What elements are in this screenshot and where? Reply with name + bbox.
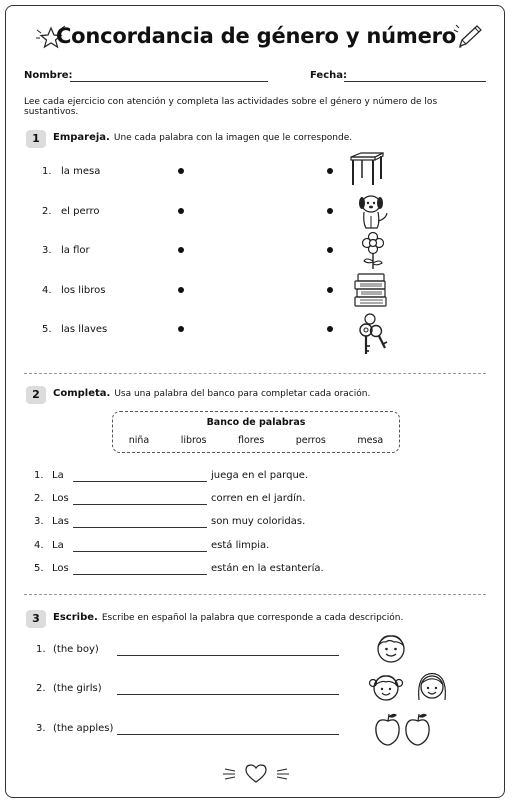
sentence-number: 1. (34, 470, 44, 481)
match-dot-left[interactable] (178, 168, 184, 174)
match-item-number: 5. (42, 324, 52, 335)
bank-word: perros (295, 435, 326, 446)
match-item-number: 3. (42, 245, 52, 256)
sentence-number: 2. (34, 493, 44, 504)
name-field[interactable] (70, 81, 268, 82)
sentence-before: Los (52, 563, 69, 574)
section2-heading: Completa. (53, 388, 111, 399)
sentence-blank[interactable] (73, 527, 207, 528)
write-item-number: 2. (36, 683, 46, 694)
match-item-word: las llaves (61, 324, 108, 335)
match-dot-right[interactable] (327, 326, 333, 332)
match-dot-left[interactable] (178, 247, 184, 253)
match-dot-left[interactable] (178, 326, 184, 332)
sentence-number: 5. (34, 563, 44, 574)
sentence-after: son muy coloridas. (211, 516, 306, 527)
write-item-prompt: (the boy) (53, 644, 99, 655)
section1-heading: Empareja. (53, 132, 110, 143)
section-divider (24, 373, 486, 374)
bank-word: libros (180, 435, 207, 446)
bank-word: niña (128, 435, 150, 446)
flower-icon (356, 231, 390, 271)
sentence-blank[interactable] (73, 481, 207, 482)
sentence-before: La (52, 470, 64, 481)
section3-badge: 3 (26, 610, 46, 628)
section2-instruction: Usa una palabra del banco para completar cada oración. (114, 389, 371, 399)
match-item-number: 4. (42, 285, 52, 296)
match-dot-right[interactable] (327, 247, 333, 253)
heart-icon (221, 763, 291, 785)
match-dot-left[interactable] (178, 287, 184, 293)
match-item-number: 1. (42, 166, 52, 177)
sentence-before: Las (52, 516, 69, 527)
table-icon (349, 151, 385, 187)
instructions-text: Lee cada ejercicio con atención y completa las actividades sobre el género y número de los sustantivos. (24, 97, 438, 117)
girls-faces-icon (368, 670, 458, 704)
word-bank-list (113, 435, 399, 446)
write-item-number: 3. (36, 723, 46, 734)
bank-word: mesa (357, 435, 384, 446)
section1-instruction: Une cada palabra con la imagen que le corresponde. (113, 133, 353, 143)
sentence-number: 3. (34, 516, 44, 527)
sentence-blank[interactable] (73, 574, 207, 575)
dog-icon (353, 191, 393, 231)
match-item-number: 2. (42, 206, 52, 217)
sentence-blank[interactable] (73, 551, 207, 552)
match-dot-right[interactable] (327, 168, 333, 174)
sentence-before: Los (52, 493, 69, 504)
date-field[interactable] (344, 81, 486, 82)
apples-icon (372, 711, 436, 747)
bank-word: flores (238, 435, 265, 446)
date-label: Fecha: (310, 70, 348, 81)
sentence-blank[interactable] (73, 504, 207, 505)
sentence-before: La (52, 540, 64, 551)
match-dot-left[interactable] (178, 208, 184, 214)
write-answer-line[interactable] (117, 655, 339, 656)
boy-face-icon (374, 631, 408, 665)
section1-header (53, 132, 352, 143)
write-item-prompt: (the apples) (53, 723, 114, 734)
section3-instruction: Escribe en español la palabra que corresponde a cada descripción. (101, 613, 404, 623)
sentence-after: corren en el jardín. (211, 493, 306, 504)
write-answer-line[interactable] (117, 694, 339, 695)
write-item-number: 1. (36, 644, 46, 655)
sentence-after: juega en el parque. (211, 470, 309, 481)
match-item-word: la mesa (61, 166, 101, 177)
match-item-word: la flor (61, 245, 90, 256)
section2-header (53, 388, 370, 399)
sentence-after: está limpia. (211, 540, 270, 551)
section3-heading: Escribe. (53, 612, 98, 623)
write-answer-line[interactable] (117, 734, 339, 735)
match-dot-right[interactable] (327, 208, 333, 214)
match-item-word: el perro (61, 206, 100, 217)
keys-icon (354, 312, 390, 358)
section2-badge: 2 (26, 386, 46, 404)
sentence-after: están en la estantería. (211, 563, 324, 574)
section-divider (24, 594, 486, 595)
match-dot-right[interactable] (327, 287, 333, 293)
section3-header (53, 612, 403, 623)
word-bank-title: Banco de palabras (206, 417, 306, 428)
word-bank (112, 411, 400, 453)
books-icon (352, 272, 390, 310)
name-label: Nombre: (24, 70, 73, 81)
match-item-word: los libros (61, 285, 106, 296)
sentence-number: 4. (34, 540, 44, 551)
section1-badge: 1 (26, 130, 46, 148)
write-item-prompt: (the girls) (53, 683, 102, 694)
page-title: Concordancia de género y número (55, 24, 457, 48)
